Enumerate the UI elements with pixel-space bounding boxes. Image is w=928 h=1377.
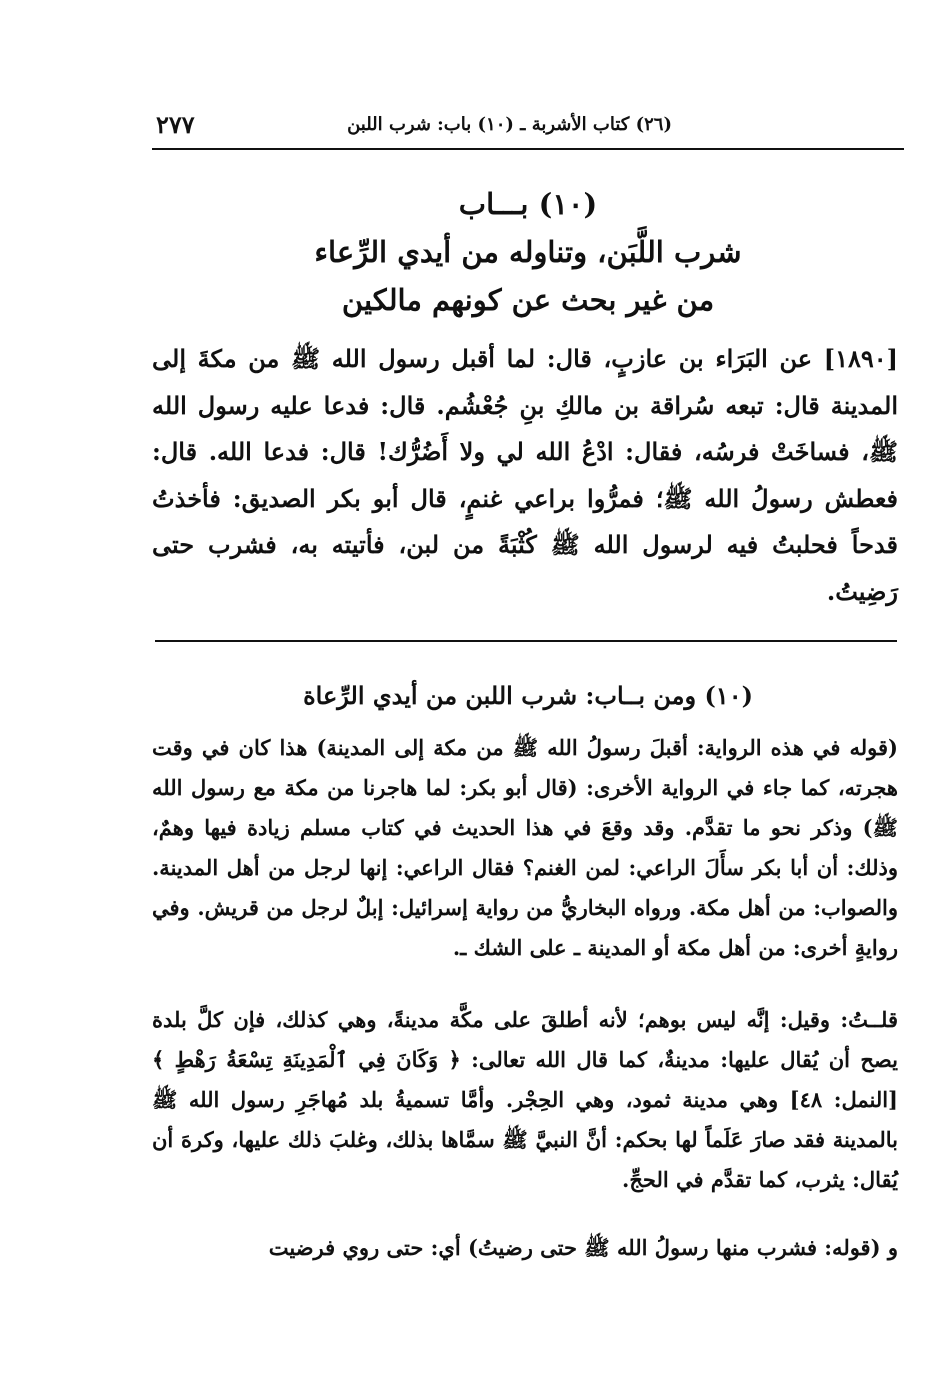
commentary-paragraph-3: و (قوله: فشرب منها رسولُ الله ﷺ حتى رضيتُ) أي: حتى روي فرضيت (268, 1235, 898, 1260)
chapter-title-line-1: شرب اللَّبَن، وتناوله من أيدي الرِّعاء (314, 235, 742, 269)
header-divider (152, 148, 904, 150)
chapter-number: (١٠) بـــاب (458, 187, 598, 221)
page-header (152, 108, 904, 148)
commentary-title: (١٠) ومن بــاب: شرب اللبن من أيدي الرِّعاة (303, 681, 753, 710)
commentary-block-1 (152, 728, 898, 968)
commentary-block-2 (152, 1000, 898, 1200)
commentary-paragraph-1: (قوله في هذه الرواية: أقبلَ رسولُ الله ﷺ من مكة إلى المدينة) هذا كان في وقت هجرته، كما جاء في الرواية الأخرى: (قال أبو بكر: لما هاجرنا من مكة مع رسول الله ﷺ) وذكر نحو ما تقدَّم. وقد وقعَ في هذا الحديث في كتاب مسلم زيادة فيها وهمٌ، وذلك: أن أبا بكر سأَلَ الراعي: لمن الغنم؟ فقال الراعي: إنها لرجل من أهل المدينة. والصواب: من أهل مكة. ورواه البخاريُّ من رواية إسرائيل: إبلٌ لرجل من قريش. وفي روايةٍ أخرى: من أهل مكة أو المدينة ـ على الشك ـ. (152, 735, 898, 960)
commentary-block-3 (152, 1228, 898, 1268)
chapter-title-line-2: من غير بحث عن كونهم مالكين (341, 283, 715, 317)
hadith-text-block (152, 336, 898, 615)
section-divider (155, 640, 897, 642)
page-number: ٢٧٧ (156, 110, 195, 139)
running-title: (٢٦) كتاب الأشربة ـ (١٠) باب: شرب اللبن (347, 114, 672, 135)
hadith-paragraph: [١٨٩٠] عن البَرَاء بن عازبٍ، قال: لما أقبل رسول الله ﷺ من مكةَ إلى المدينة قال: تبعه سُراقة بن مالكِ بنِ جُعْشُم. قال: فدعا عليه رسول الله ﷺ، فساخَتْ فرسُه، فقال: ادْعُ الله لي ولا أَضُرُّك! قال: فدعا الله. قال: فعطش رسولُ الله ﷺ؛ فمرُّوا براعي غنمٍ، قال أبو بكر الصديق: فأخذتُ قدحاً فحلبتُ فيه لرسول الله ﷺ كُثْبَةً من لبن، فأتيته به، فشرب حتى رَضِيتُ. (152, 344, 898, 606)
commentary-paragraph-2: قلــتُ: وقيل: إنَّه ليس بوهم؛ لأنه أطلقَ على مكَّة مدينةً، وهي كذلك، فإن كلَّ بلدة يصح أن يُقال عليها: مدينةٌ، كما قال الله تعالى: ﴿ وَكَانَ فِي ٱلْمَدِينَةِ تِسْعَةُ رَهْطٍ ﴾ [النمل: ٤٨] وهي مدينة ثمود، وهي الحِجْر. وأمَّا تسميةُ بلد مُهاجَرِ رسول الله ﷺ بالمدينة فقد صارَ عَلَماً لها بحكم: أنَّ النبيَّ ﷺ سمَّاها بذلك، وغلبَ ذلك عليها، وكرهَ أن يُقال: يثرب، كما تقدَّم في الحجِّ. (152, 1007, 898, 1192)
